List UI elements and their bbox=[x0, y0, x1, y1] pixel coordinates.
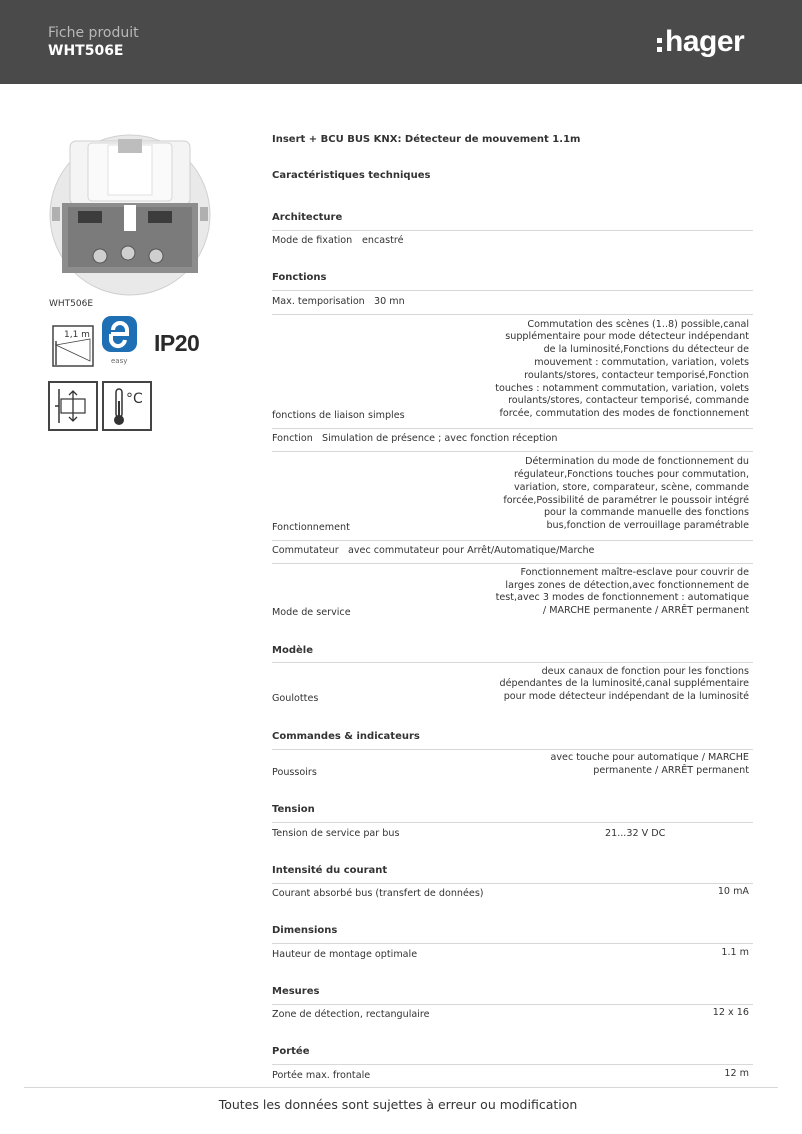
spec-row bbox=[272, 314, 753, 424]
easy-logo-icon bbox=[101, 316, 139, 368]
spec-row bbox=[272, 1064, 753, 1084]
spec-label: Mode de service bbox=[272, 607, 351, 618]
spec-row bbox=[272, 290, 753, 310]
spec-value: Commutation des scènes (1..8) possible,canal supplémentaire pour mode détecteur indépendant de la luminosité,Fonctions du détecteur de mouvement : commutation, variation, volets roulants/stores, contacteur temporisé,Fonction touches : notamment commutation, variation, volets roulants/stores, contacteur temporisé, commande forcée, commutation des modes de fonctionnement bbox=[495, 318, 749, 420]
spec-label: Fonction bbox=[272, 433, 313, 444]
spec-value: Simulation de présence ; avec fonction réception bbox=[322, 433, 558, 444]
footer-disclaimer: Toutes les données sont sujettes à erreur ou modification bbox=[218, 1097, 578, 1112]
specs-heading: Caractéristiques techniques bbox=[272, 170, 431, 181]
section-title-commandes: Commandes & indicateurs bbox=[272, 731, 420, 742]
mounting-height-icon bbox=[52, 325, 94, 367]
section-title-tension: Tension bbox=[272, 804, 315, 815]
spec-label: Commutateur bbox=[272, 545, 339, 556]
section-title-fonctions: Fonctions bbox=[272, 272, 327, 283]
section-title-modele: Modèle bbox=[272, 645, 313, 656]
spec-row bbox=[272, 451, 753, 536]
thermometer-icon bbox=[102, 381, 152, 431]
section-title-mesures: Mesures bbox=[272, 986, 320, 997]
spec-row bbox=[272, 230, 753, 249]
spec-row bbox=[272, 1004, 753, 1023]
spec-value: 12 m bbox=[724, 1068, 749, 1080]
spec-label: Tension de service par bus bbox=[272, 828, 400, 839]
svg-text:1,1 m: 1,1 m bbox=[64, 330, 90, 340]
footer-divider bbox=[24, 1087, 778, 1088]
spec-row bbox=[272, 540, 753, 559]
ip-rating: IP20 bbox=[154, 330, 200, 356]
spec-label: fonctions de liaison simples bbox=[272, 410, 405, 421]
spec-row bbox=[272, 822, 753, 842]
logo-wordmark: hager bbox=[665, 25, 745, 58]
vertical-mounting-icon bbox=[48, 381, 98, 431]
product-photo bbox=[48, 133, 212, 297]
section-title-intensite: Intensité du courant bbox=[272, 865, 388, 876]
page-header bbox=[0, 0, 802, 84]
spec-row bbox=[272, 883, 753, 902]
spec-value: Détermination du mode de fonctionnement du régulateur,Fonctions touches pour commutation, variation, store, comparateur, scène, commande forcée,Possibilité de paramétrer le poussoir intégré pour la commande manuelle des fonctions bus,fonction de verrouillage paramétrable bbox=[503, 456, 749, 532]
spec-value: 30 mn bbox=[374, 296, 405, 307]
section-title-portee: Portée bbox=[272, 1046, 310, 1057]
spec-label: Courant absorbé bus (transfert de données) bbox=[272, 888, 484, 899]
spec-value: 1.1 m bbox=[721, 947, 749, 959]
spec-value: avec touche pour automatique / MARCHE permanente / ARRÊT permanent bbox=[550, 752, 749, 777]
spec-value: 10 mA bbox=[717, 886, 749, 898]
spec-value: 12 x 16 bbox=[712, 1007, 749, 1019]
spec-label: Goulottes bbox=[272, 693, 319, 704]
spec-value: 21...32 V DC bbox=[605, 828, 666, 839]
spec-value: avec commutateur pour Arrêt/Automatique/Marche bbox=[348, 545, 595, 556]
spec-label: Hauteur de montage optimale bbox=[272, 949, 418, 960]
spec-row bbox=[272, 428, 753, 447]
hager-logo bbox=[657, 25, 744, 59]
spec-label: Poussoirs bbox=[272, 767, 317, 778]
svg-text:easy: easy bbox=[111, 357, 128, 365]
spec-row bbox=[272, 749, 753, 781]
spec-label: Mode de fixation bbox=[272, 235, 353, 246]
spec-label: Max. temporisation bbox=[272, 296, 365, 307]
logo-dots bbox=[657, 38, 662, 52]
product-title: Insert + BCU BUS KNX: Détecteur de mouvement 1.1m bbox=[272, 134, 581, 145]
spec-row bbox=[272, 662, 753, 707]
spec-value: encastré bbox=[362, 235, 404, 246]
svg-text:°C: °C bbox=[126, 391, 143, 407]
doc-reference: WHT506E bbox=[48, 43, 124, 59]
spec-row bbox=[272, 943, 753, 963]
spec-label: Zone de détection, rectangulaire bbox=[272, 1009, 430, 1020]
section-title-architecture: Architecture bbox=[272, 212, 343, 223]
spec-label: Portée max. frontale bbox=[272, 1070, 371, 1081]
spec-row bbox=[272, 563, 753, 621]
spec-value: Fonctionnement maître-esclave pour couvrir de larges zones de détection,avec fonctionnement de test,avec 3 modes de fonctionnement : automatique / MARCHE permanente / ARRÊT permanent bbox=[495, 566, 749, 617]
spec-label: Fonctionnement bbox=[272, 522, 350, 533]
product-code: WHT506E bbox=[49, 299, 94, 309]
doc-type-label: Fiche produit bbox=[48, 25, 139, 41]
spec-value: deux canaux de fonction pour les fonctions dépendantes de la luminosité,canal supplémentaire pour mode détecteur indépendant de la luminosité bbox=[499, 665, 749, 703]
section-title-dimensions: Dimensions bbox=[272, 925, 338, 936]
